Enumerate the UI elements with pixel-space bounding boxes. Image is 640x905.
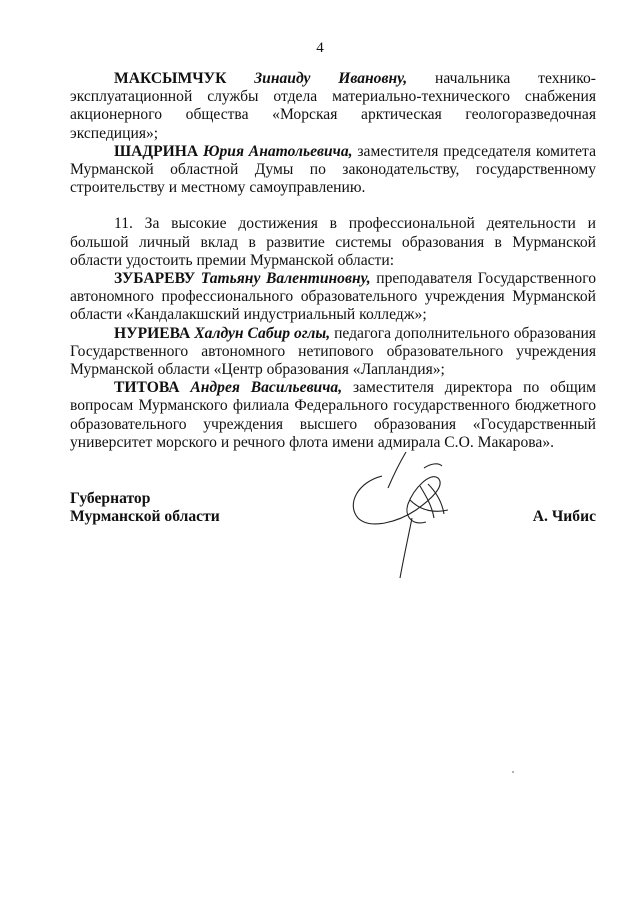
page-number: 4 <box>316 40 324 56</box>
person-given-names: Юрия Анатольевича, <box>203 142 353 160</box>
scan-speck <box>512 771 514 773</box>
person-given-names: Татьяну Валентиновну, <box>200 270 371 288</box>
person-surname: ТИТОВА <box>114 379 180 397</box>
signatory-name: А. Чибис <box>532 508 596 525</box>
person-given-names: Халдун Сабир оглы, <box>194 324 331 342</box>
signatory-title-line-2: Мурманской области <box>70 508 220 526</box>
person-position: преподавателя Государственного автономного профессионального образовательного учреждения Мурманской области «Кандалакшский индустриальный колледж»; <box>70 270 597 324</box>
document-body <box>70 70 596 452</box>
paragraph-shadrin <box>70 143 596 198</box>
person-position: заместителя директора по общим вопросам Мурманского филиала Федерального государственного бюджетного образовательного учреждения высшего образования «Государственный университет морского и речного флота имени адмирала С.О. Макарова». <box>70 379 597 451</box>
person-position: педагога дополнительного образования Государственного автономного нетипового образовательного учреждения Мурманской области «Центр образования «Лапландия»; <box>70 324 596 379</box>
paragraph-zubareva <box>70 270 596 325</box>
person-given-names: Зинаиду Ивановну, <box>254 70 408 87</box>
paragraph-nurieva <box>70 325 596 380</box>
person-surname: ЗУБАРЕВУ <box>114 270 196 288</box>
paragraph-titov <box>70 379 596 452</box>
person-surname: ШАДРИНА <box>114 142 199 160</box>
person-position: начальника технико-эксплуатационной службы отдела материально-технического снабжения акционерного общества «Морская арктическая геологоразведочная экспедиция»; <box>70 70 596 142</box>
paragraph-maksymchuk <box>70 70 596 143</box>
signature-block <box>70 490 596 530</box>
paragraph-item-11-intro: 11. За высокие достижения в профессиональной деятельности и большой личный вклад в развитие системы образования в Мурманской области удостоить премии Мурманской области: <box>70 215 596 269</box>
signatory-title-line-1: Губернатор <box>70 490 151 507</box>
person-surname: НУРИЕВА <box>114 324 191 342</box>
paragraph-gap <box>70 197 596 215</box>
person-position: заместителя председателя комитета Мурманской областной Думы по законодательству, государственному строительству и местному самоуправлению. <box>70 142 596 197</box>
signatory-title <box>70 490 220 526</box>
person-given-names: Андрея Васильевича, <box>190 379 343 397</box>
person-surname: МАКСЫМЧУК <box>114 70 227 87</box>
